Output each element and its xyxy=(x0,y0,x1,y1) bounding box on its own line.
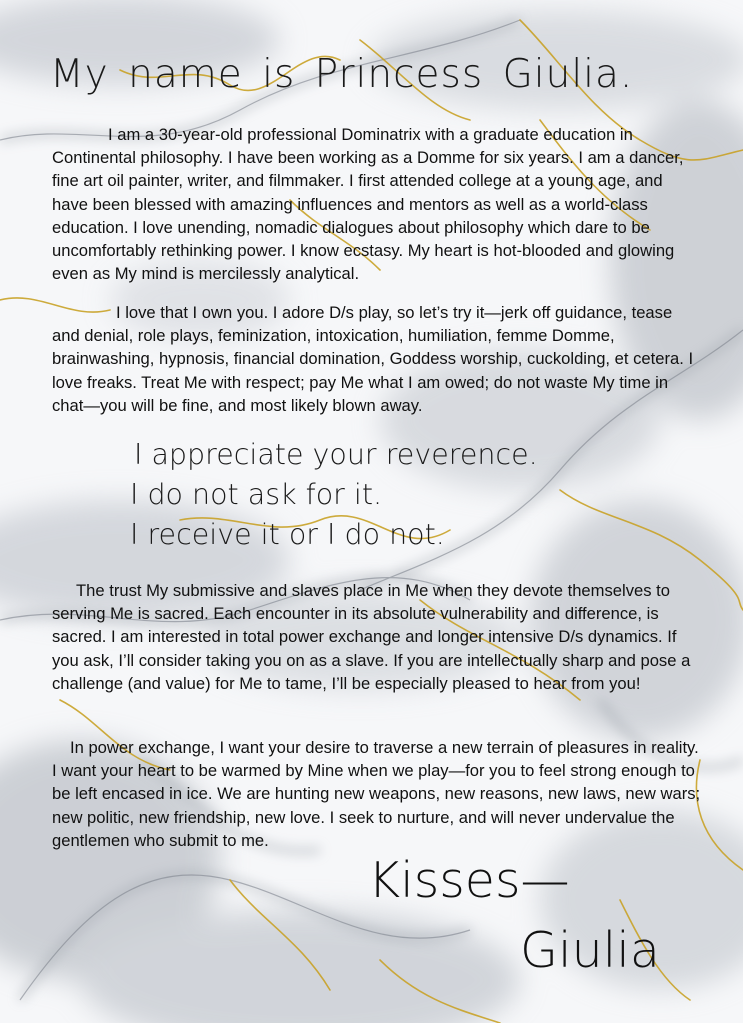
quote-line: I receive it or I do not. xyxy=(130,518,445,551)
quote-line: I do not ask for it. xyxy=(130,478,383,511)
pull-quote xyxy=(130,435,538,555)
trust-paragraph: The trust My submissive and slaves place in Me when they devote themselves to serving Me is sacred. Each encounter in its absolute vulnerability and difference, is sacred. I am interested in total power exchange and longer intensive D/s dynamics. If you ask, I’ll consider taking you on as a slave. If you are intellectually sharp and pose a challenge (and value) for Me to tame, I’ll be especially pleased to hear from you! xyxy=(52,581,691,693)
page-title: My name is Princess Giulia. xyxy=(50,52,634,97)
power-exchange-paragraph: In power exchange, I want your desire to traverse a new terrain of pleasures in reality. I want your heart to be warmed by Mine when we play—for you to feel strong enough to be left encased in ice. We are hunting new weapons, new reasons, new laws, new wars; new politic, new friendship, new love. I seek to nurture, and will never undervalue the gentlemen who submit to me. xyxy=(52,738,701,850)
quote-line: I appreciate your reverence. xyxy=(134,438,538,471)
intro-paragraph: I am a 30-year-old professional Dominatrix with a graduate education in Continental philosophy. I have been working as a Domme for six years. I am a dancer, fine art oil painter, writer, and filmmaker. I first attended college at a young age, and have been blessed with amazing influences and mentors as well as a world-class education. I love unending, nomadic dialogues about philosophy which dare to be uncomfortably rethinking power. I know ecstasy. My heart is hot-blooded and glowing even as My mind is mercilessly analytical. xyxy=(52,125,684,284)
play-paragraph: I love that I own you. I adore D/s play, so let’s try it—jerk off guidance, tease and denial, role plays, feminization, intoxication, humiliation, femme Domme, brainwashing, hypnosis, financial domination, Goddess worship, cuckolding, et cetera. I love freaks. Treat Me with respect; pay Me what I am owed; do not waste My time in chat—you will be fine, and most likely blown away. xyxy=(52,303,694,415)
signoff-name: Giulia xyxy=(520,922,660,979)
signoff-closing: Kisses— xyxy=(368,852,570,909)
